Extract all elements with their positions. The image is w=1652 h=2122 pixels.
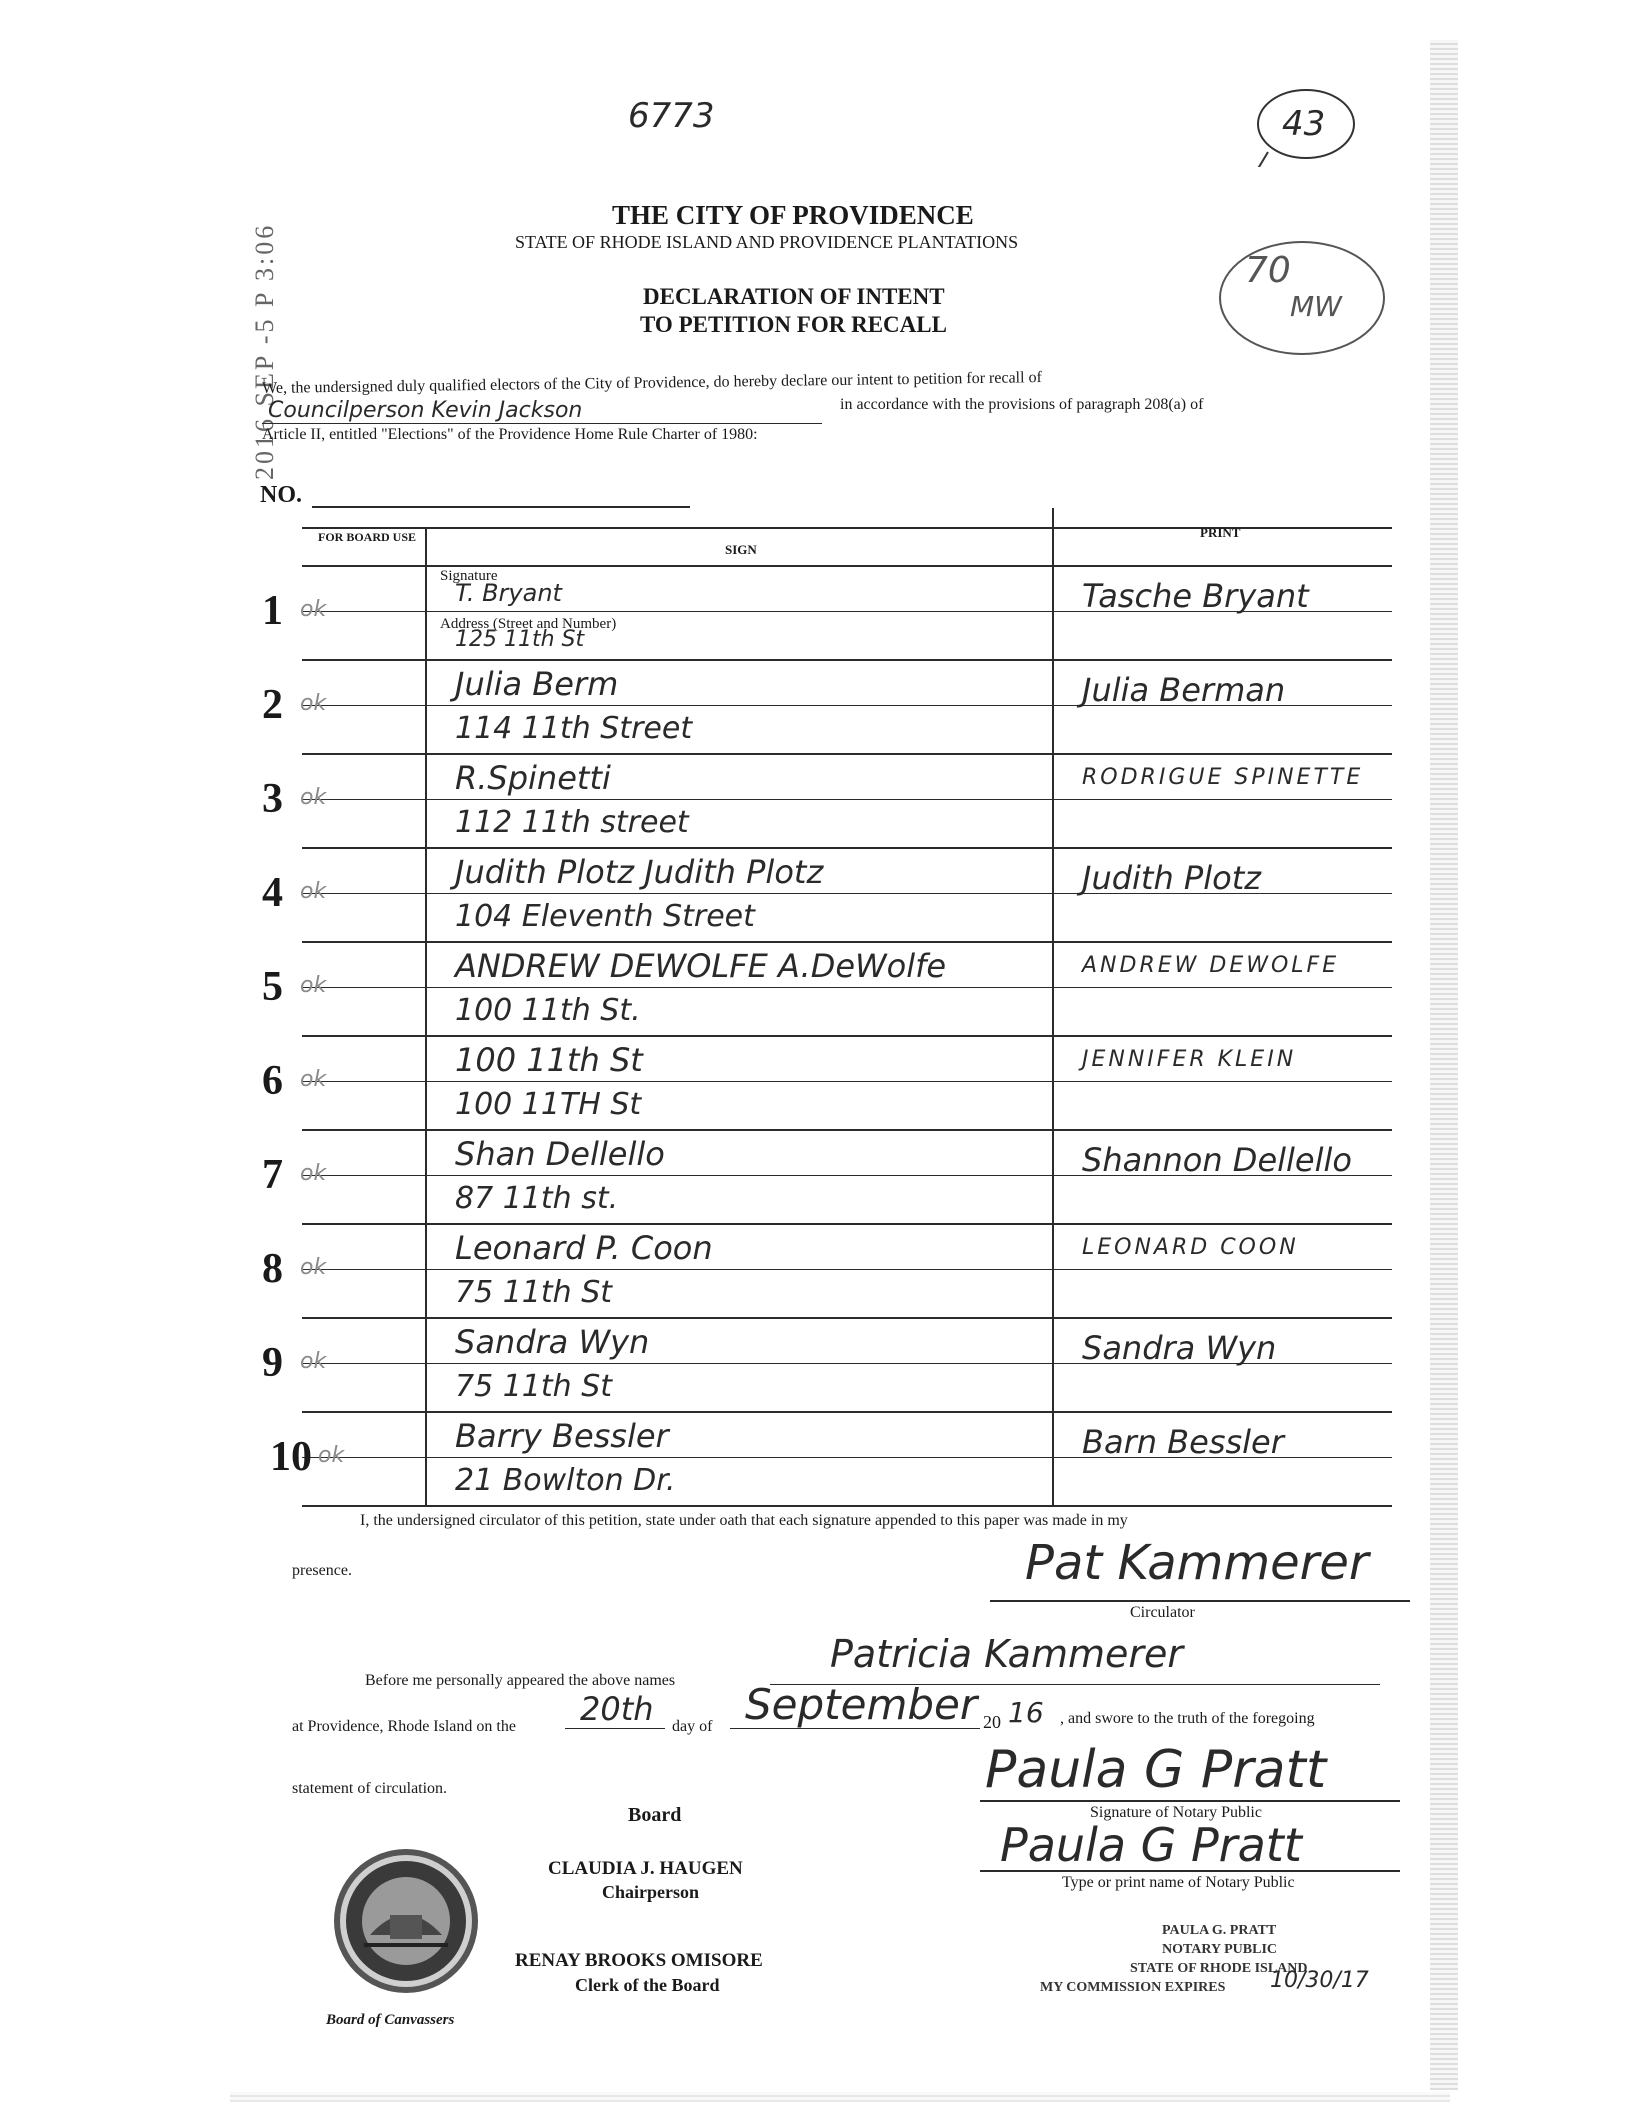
- signature-label: Signature: [440, 568, 498, 584]
- board-clerk-name: RENAY BROOKS OMISORE: [515, 1950, 763, 1971]
- circled-note-top: 70: [1245, 250, 1291, 291]
- notary-at-text: at Providence, Rhode Island on the: [292, 1718, 516, 1735]
- board-chair-title: Chairperson: [602, 1882, 700, 1902]
- notary-statement-text: statement of circulation.: [292, 1780, 448, 1797]
- col-sign: SIGN: [725, 542, 757, 557]
- board-heading: Board: [628, 1804, 682, 1826]
- circled-number: 43: [1282, 104, 1326, 144]
- scan-edge-shadow: [1430, 40, 1458, 2090]
- row-signature: 100 11th St: [455, 1041, 643, 1079]
- row-number: 6: [262, 1058, 283, 1104]
- notary-stamp-expiry: 10/30/17: [1270, 1968, 1369, 1993]
- row-bottom-line: [302, 847, 1392, 849]
- board-use-mark: ok: [318, 1443, 345, 1468]
- month-line: [730, 1728, 980, 1729]
- circulator-label: Circulator: [1130, 1604, 1195, 1621]
- row-number: 9: [262, 1340, 283, 1386]
- row-address: 114 11th Street: [455, 711, 693, 746]
- notary-day-of: day of: [672, 1718, 713, 1735]
- row-midline: [302, 799, 1392, 800]
- timestamp-stamp: 2016 SEP -5 P 3:06: [250, 222, 279, 480]
- board-use-mark: ok: [300, 691, 327, 716]
- row-number: 1: [262, 588, 283, 634]
- notary-appeared-name: Patricia Kammerer: [830, 1632, 1183, 1676]
- row-midline: [302, 1081, 1392, 1082]
- row-bottom-line: [302, 1223, 1392, 1225]
- intro-line3: Article II, entitled "Elections" of the Providence Home Rule Charter of 1980:: [262, 426, 758, 443]
- address-label: Address (Street and Number): [440, 616, 617, 632]
- oath-line2: presence.: [292, 1562, 352, 1579]
- notary-printed-name: Paula G Pratt: [1000, 1818, 1302, 1872]
- row-print-name: Barn Bessler: [1082, 1423, 1284, 1461]
- board-use-mark: ok: [300, 1161, 327, 1186]
- file-number: 6773: [628, 96, 715, 136]
- print-divider: [1052, 508, 1054, 1506]
- row-bottom-line: [302, 659, 1392, 661]
- row-print-name: Judith Plotz: [1082, 859, 1262, 897]
- page-title: THE CITY OF PROVIDENCE: [612, 200, 974, 230]
- row-address: 87 11th st.: [455, 1181, 619, 1216]
- row-address: 104 Eleventh Street: [455, 899, 755, 934]
- board-use-mark: ok: [300, 597, 327, 622]
- row-number: 4: [262, 870, 283, 916]
- row-number: 7: [262, 1152, 283, 1198]
- row-address: 125 11th St: [455, 627, 585, 652]
- notary-year-suffix: 16: [1008, 1696, 1044, 1729]
- official-name-line: [262, 423, 822, 424]
- row-bottom-line: [302, 1317, 1392, 1319]
- row-signature: Leonard P. Coon: [455, 1229, 713, 1267]
- notary-month: September: [745, 1680, 978, 1729]
- row-print-name: ANDREW DEWOLFE: [1082, 953, 1340, 978]
- notary-stamp-line2: NOTARY PUBLIC: [1162, 1942, 1278, 1957]
- row-midline: [302, 987, 1392, 988]
- row-number: 10: [270, 1434, 312, 1480]
- notary-printed-line: [980, 1870, 1400, 1872]
- row-signature: Sandra Wyn: [455, 1323, 650, 1361]
- row-number: 5: [262, 964, 283, 1010]
- intro-line2-tail: in accordance with the provisions of paragraph 208(a) of: [840, 396, 1204, 413]
- row-address: 21 Bowlton Dr.: [455, 1463, 676, 1498]
- row-print-name: Tasche Bryant: [1082, 577, 1309, 615]
- row-bottom-line: [302, 1035, 1392, 1037]
- row-signature: ANDREW DEWOLFE A.DeWolfe: [455, 947, 947, 985]
- board-clerk-title: Clerk of the Board: [575, 1975, 720, 1995]
- board-use-mark: ok: [300, 1255, 327, 1280]
- doc-title-line2: TO PETITION FOR RECALL: [640, 312, 947, 337]
- col-print: PRINT: [1200, 525, 1241, 540]
- board-chair-name: CLAUDIA J. HAUGEN: [548, 1858, 743, 1879]
- row-signature: T. Bryant: [455, 579, 562, 607]
- col-board-use: FOR BOARD USE: [317, 530, 416, 544]
- notary-year-prefix: 20: [983, 1712, 1001, 1732]
- notary-before-text: Before me personally appeared the above names: [365, 1672, 676, 1689]
- row-number: 2: [262, 682, 283, 728]
- notary-signature-line: [980, 1800, 1400, 1802]
- row-address: 112 11th street: [455, 805, 689, 840]
- row-number: 8: [262, 1246, 283, 1292]
- page-subtitle: STATE OF RHODE ISLAND AND PROVIDENCE PLANTATIONS: [515, 232, 1019, 252]
- board-use-divider: [425, 527, 427, 1507]
- row-bottom-line: [302, 1129, 1392, 1131]
- row-print-name: Sandra Wyn: [1082, 1329, 1277, 1367]
- row-signature: Judith Plotz Judith Plotz: [455, 853, 824, 891]
- board-use-mark: ok: [300, 879, 327, 904]
- row-signature: Barry Bessler: [455, 1417, 669, 1455]
- scan-bottom-shadow: [230, 2092, 1450, 2102]
- board-use-mark: ok: [300, 973, 327, 998]
- notary-printed-label: Type or print name of Notary Public: [1062, 1874, 1295, 1891]
- row-print-name: JENNIFER KLEIN: [1082, 1047, 1297, 1072]
- row-signature: Shan Dellello: [455, 1135, 665, 1173]
- row-print-name: Julia Berman: [1082, 671, 1286, 709]
- intro-line1: We, the undersigned duly qualified electors of the City of Providence, do hereby declare our intent to petition for recall of: [262, 369, 1042, 397]
- row-address: 100 11th St.: [455, 993, 641, 1028]
- seal-caption: Board of Canvassers: [326, 2012, 455, 2028]
- board-use-mark: ok: [300, 785, 327, 810]
- row-signature: R.Spinetti: [455, 759, 611, 797]
- day-line: [565, 1728, 665, 1729]
- row-address: 75 11th St: [455, 1369, 613, 1404]
- board-use-mark: ok: [300, 1067, 327, 1092]
- city-seal: [330, 1845, 482, 1997]
- notary-signature-label: Signature of Notary Public: [1090, 1804, 1262, 1821]
- no-label: NO.: [260, 482, 302, 508]
- row-bottom-line: [302, 941, 1392, 943]
- official-name: Councilperson Kevin Jackson: [268, 398, 583, 423]
- circulator-signature: Pat Kammerer: [1025, 1535, 1369, 1591]
- row-print-name: Shannon Dellello: [1082, 1141, 1352, 1179]
- board-use-mark: ok: [300, 1349, 327, 1374]
- header-bottom-line: [302, 565, 1392, 567]
- no-line: [312, 506, 690, 508]
- oath-line1: I, the undersigned circulator of this petition, state under oath that each signature appended to this paper was made in my: [360, 1512, 1128, 1529]
- row-midline: [302, 1269, 1392, 1270]
- row-number: 3: [262, 776, 283, 822]
- row-bottom-line: [302, 1411, 1392, 1413]
- row-print-name: LEONARD COON: [1082, 1235, 1299, 1260]
- notary-stamp-line1: PAULA G. PRATT: [1162, 1923, 1277, 1938]
- notary-stamp-line3: STATE OF RHODE ISLAND: [1130, 1961, 1308, 1976]
- notary-swore-text: , and swore to the truth of the foregoing: [1060, 1710, 1315, 1727]
- notary-signature: Paula G Pratt: [985, 1740, 1327, 1800]
- row-print-name: RODRIGUE SPINETTE: [1082, 765, 1364, 790]
- row-address: 100 11TH St: [455, 1087, 642, 1122]
- notary-stamp-line4: MY COMMISSION EXPIRES: [1040, 1980, 1226, 1995]
- notary-day: 20th: [580, 1690, 654, 1728]
- doc-title-line1: DECLARATION OF INTENT: [643, 284, 945, 309]
- row-bottom-line: [302, 753, 1392, 755]
- row-signature: Julia Berm: [455, 665, 619, 703]
- row-bottom-line: [302, 1505, 1392, 1507]
- circled-note-bottom: MW: [1290, 290, 1342, 323]
- circulator-line: [990, 1600, 1410, 1602]
- row-address: 75 11th St: [455, 1275, 613, 1310]
